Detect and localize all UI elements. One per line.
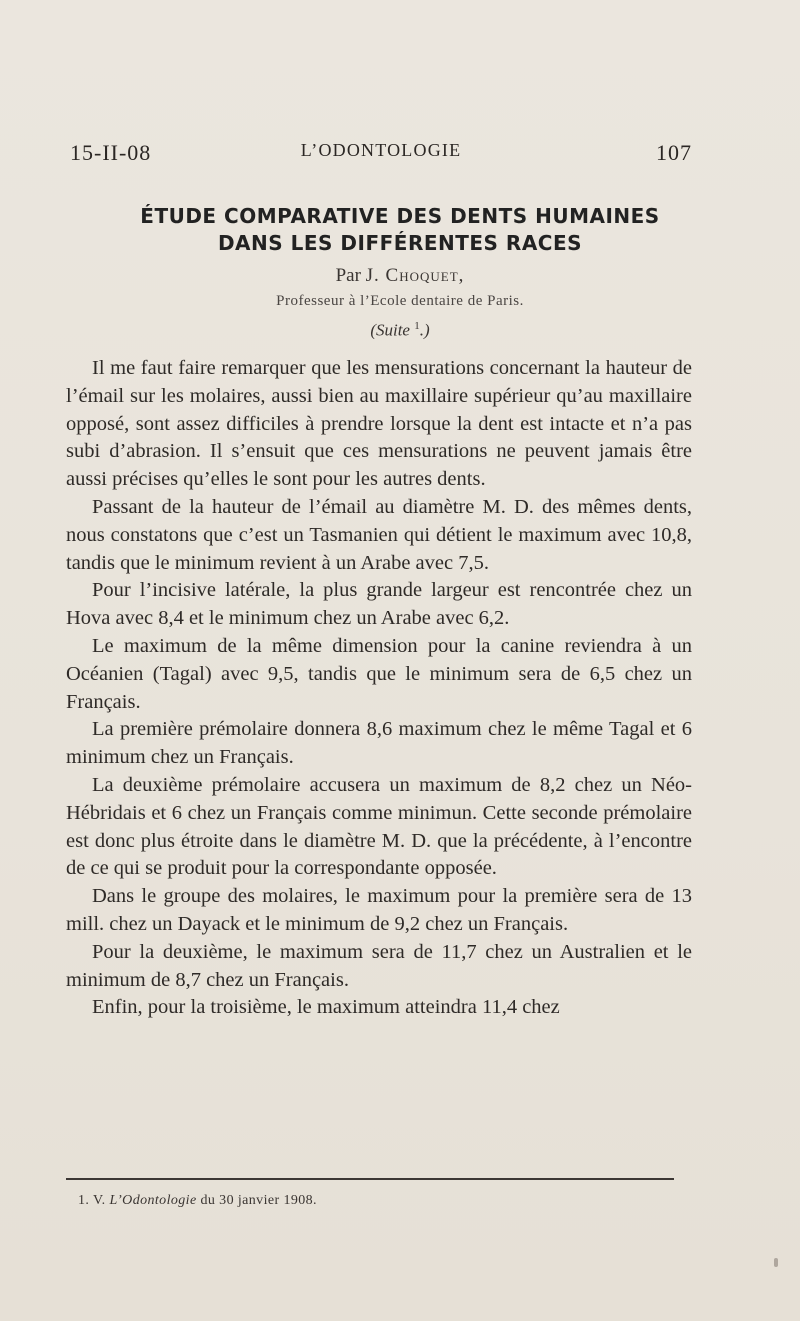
title-line-1: ÉTUDE COMPARATIVE DES DENTS HUMAINES [140, 204, 660, 228]
paragraph-4: Le maximum de la même dimension pour la canine reviendra à un Océanien (Tagal) avec 9,5, tandis que le minimum sera de 6,5 chez un Français. [66, 634, 692, 713]
footnote-reference: 1 [414, 320, 420, 332]
paragraph-2: Passant de la hauteur de l’émail au diamètre M. D. des mêmes dents, nous constatons que c’est un Tasmanien qui détient le maximum avec 10,8, tandis que le minimum revient à un Arabe avec 7,5. [66, 495, 692, 574]
paragraph-3: Pour l’incisive latérale, la plus grande largeur est rencontrée chez un Hova avec 8,4 et le minimum chez un Arabe avec 6,2. [66, 579, 692, 630]
footnote-prefix: 1. V. [78, 1193, 110, 1208]
author-name: J. Choquet, [365, 265, 465, 286]
journal-name: L’ODONTOLOGIE [300, 140, 462, 160]
byline [60, 265, 740, 287]
footnote-divider [66, 1178, 674, 1180]
continuation-note [60, 320, 740, 341]
paragraph-7: Dans le groupe des molaires, le maximum pour la première sera de 13 mill. chez un Dayack et le minimum de 9,2 chez un Français. [66, 885, 692, 935]
continuation-open: (Suite [370, 320, 410, 340]
page-number: 107 [656, 140, 692, 165]
author-affiliation: Professeur à l’Ecole dentaire de Paris. [276, 293, 524, 309]
byline-prefix: Par [335, 265, 366, 286]
footnote [78, 1193, 317, 1209]
paragraph-5: La première prémolaire donnera 8,6 maximum chez le même Tagal et 6 minimum chez un Français. [66, 718, 692, 769]
running-head [70, 140, 692, 172]
issue-date: 15-II-08 [70, 140, 152, 165]
paragraph-9: Enfin, pour la troisième, le maximum atteindra 11,4 chez [92, 996, 560, 1019]
article-body [66, 355, 692, 1022]
article-title [60, 203, 740, 257]
paper-speck [774, 1258, 778, 1267]
title-line-2: DANS LES DIFFÉRENTES RACES [217, 231, 583, 255]
paragraph-6: La deuxième prémolaire accusera un maximum de 8,2 chez un Néo-Hébridais et 6 chez un Français comme minimun. Cette seconde prémolaire est donc plus étroite dans le diamètre M. D. que la précédente, à l’encontre de ce qui se produit pour la correspondante opposée. [66, 773, 692, 880]
paragraph-1: Il me faut faire remarquer que les mensurations concernant la hauteur de l’émail sur les molaires, aussi bien au maxillaire supérieur qu’au maxillaire opposé, sont assez difficiles à prendre lorsque la dent est intacte et n’a pas subi d’abrasion. Il s’ensuit que ces mensurations ne peuvent jamais être aussi précises qu’elles le sont pour les autres dents. [66, 357, 692, 491]
footnote-journal: L’Odontologie [109, 1193, 197, 1208]
paragraph-8: Pour la deuxième, le maximum sera de 11,7 chez un Australien et le minimum de 8,7 chez un Français. [66, 940, 692, 991]
continuation-close: .) [419, 320, 430, 340]
footnote-suffix: du 30 janvier 1908. [196, 1193, 317, 1208]
